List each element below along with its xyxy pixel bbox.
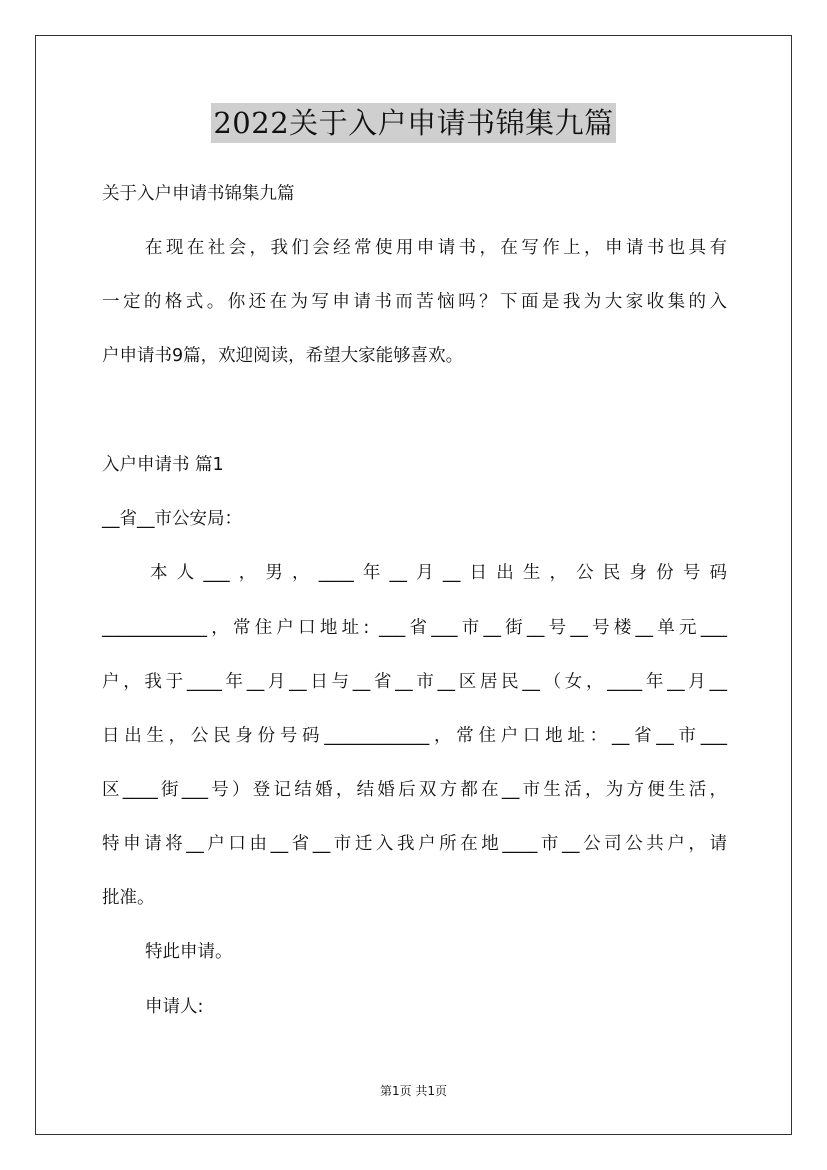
intro-line-1: 在现在社会，我们会经常使用申请书，在写作上，申请书也具有 bbox=[145, 238, 727, 258]
body-line-6: 特申请将__户口由__省__市迁入我户所在地____市__公司公共户，请 bbox=[102, 834, 727, 854]
title-container bbox=[0, 103, 827, 143]
body-line-1: 本人___，男，____年__月__日出生，公民身份号码 bbox=[150, 563, 727, 583]
page-footer: 第1页 共1页 bbox=[379, 1084, 448, 1098]
body-line-3: 户，我于____年__月__日与__省__市__区居民__（女，____年__月__ bbox=[102, 672, 727, 692]
body-line-2: ____________，常住户口地址: ___省___市__街__号__号楼__单元___ bbox=[102, 618, 727, 638]
intro-line-2: 一定的格式。你还在为写申请书而苦恼吗？下面是我为大家收集的入 bbox=[102, 292, 727, 312]
closing-text: 特此申请。 bbox=[145, 942, 233, 962]
body-line-5: 区____街___号）登记结婚，结婚后双方都在__市生活，为方便生活， bbox=[102, 780, 727, 800]
addressee: __省__市公安局： bbox=[102, 509, 242, 529]
document-subtitle: 关于入户申请书锦集九篇 bbox=[102, 184, 295, 204]
section-heading: 入户申请书 篇1 bbox=[102, 455, 224, 475]
body-line-7: 批准。 bbox=[102, 888, 155, 908]
body-line-4: 日出生，公民身份号码____________，常住户口地址：__省__市___ bbox=[102, 726, 727, 746]
signature-label: 申请人: bbox=[145, 997, 204, 1017]
intro-line-3: 户申请书9篇，欢迎阅读，希望大家能够喜欢。 bbox=[102, 346, 464, 366]
document-title: 2022关于入户申请书锦集九篇 bbox=[211, 103, 615, 143]
